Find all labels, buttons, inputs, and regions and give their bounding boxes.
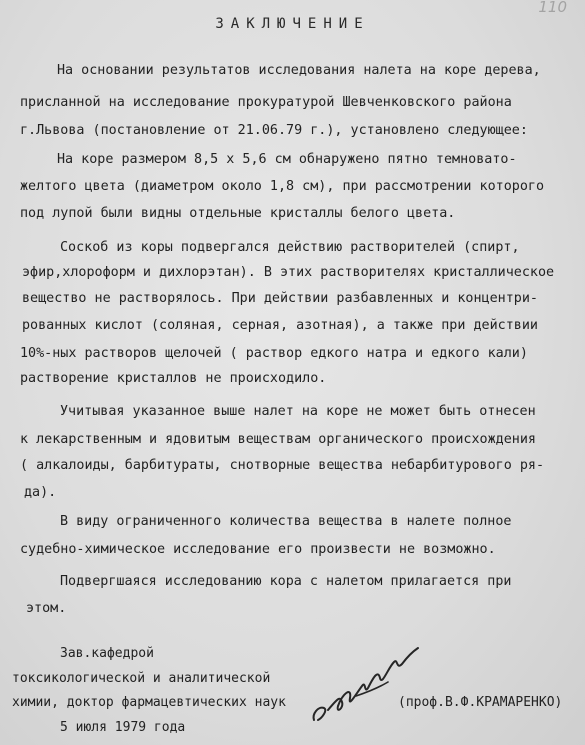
position-line: Зав.кафедрой: [60, 646, 154, 661]
page-number: 110: [538, 0, 567, 16]
signer-name: (проф.В.Ф.КРАМАРЕНКО): [398, 695, 563, 710]
document-title: ЗАКЛЮЧЕНИЕ: [215, 16, 370, 32]
text-line: Учитывая указанное выше налет на коре не может быть отнесен: [60, 404, 536, 419]
text-line: эфир,хлороформ и дихлорэтан). В этих растворителях кристаллическое: [22, 265, 555, 280]
text-line: вещество не растворялось. При действии разбавленных и концентри-: [22, 291, 538, 306]
position-line: токсикологической и аналитической: [12, 671, 271, 686]
text-line: растворение кристаллов не происходило.: [20, 371, 327, 386]
text-line: 10%-ных растворов щелочей ( раствор едкого натра и едкого кали): [20, 346, 528, 361]
text-line: этом.: [26, 601, 67, 616]
text-line: На коре размером 8,5 х 5,6 см обнаружено пятно темновато-: [57, 152, 517, 167]
text-line: судебно-химическое исследование его произвести не возможно.: [20, 542, 496, 557]
text-line: г.Львова (постановление от 21.06.79 г.), установлено следующее:: [20, 123, 528, 138]
handwritten-signature: [308, 636, 428, 728]
text-line: к лекарственным и ядовитым веществам органического происхождения: [20, 432, 536, 447]
text-line: Соскоб из коры подвергался действию растворителей (спирт,: [60, 240, 520, 255]
text-line: желтого цвета (диаметром около 1,8 см), при рассмотрении которого: [20, 179, 545, 194]
text-line: ( алкалоиды, барбитураты, снотворные вещества небарбитурового ря-: [20, 458, 545, 473]
position-line: химии, доктор фармацевтических наук: [12, 695, 286, 710]
text-line: Подвергшаяся исследованию кора с налетом прилагается при: [60, 574, 512, 589]
text-line: да).: [24, 485, 57, 500]
text-line: под лупой были видны отдельные кристаллы белого цвета.: [20, 206, 456, 221]
text-line: рованных кислот (соляная, серная, азотная), а также при действии: [22, 318, 538, 333]
text-line: На основании результатов исследования налета на коре дерева,: [57, 63, 541, 78]
text-line: В виду ограниченного количества вещества в налете полное: [60, 514, 512, 529]
document-date: 5 июля 1979 года: [60, 720, 186, 735]
text-line: присланной на исследование прокуратурой Шевченковского района: [20, 95, 512, 110]
